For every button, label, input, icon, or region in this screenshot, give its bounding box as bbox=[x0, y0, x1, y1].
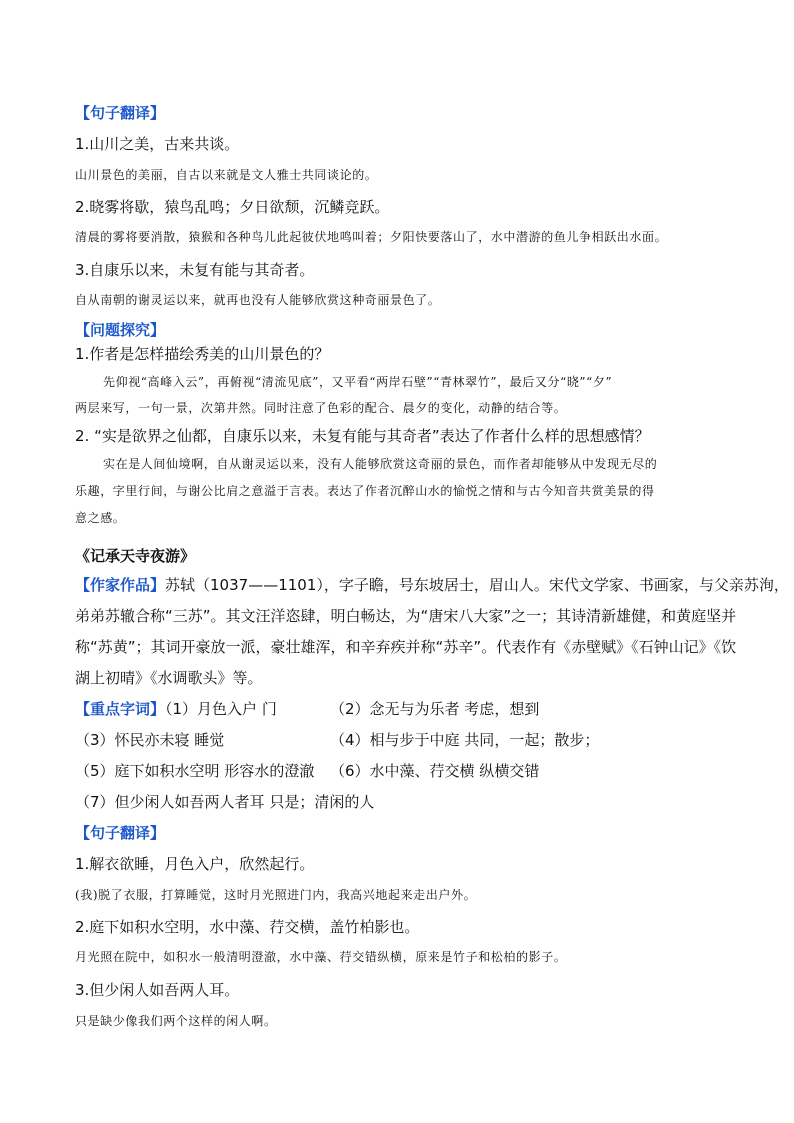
translation: 月光照在院中，如积水一般清明澄澈，水中藻、荇交错纵横，原来是竹子和松柏的影子。 bbox=[75, 950, 567, 964]
vocab-item: （4）相与步于中庭 共同，一起；散步； bbox=[330, 731, 600, 749]
heading-label: 【句子翻译】 bbox=[75, 824, 166, 842]
sentence: 2.庭下如积水空明，水中藻、荇交横，盖竹柏影也。 bbox=[75, 918, 420, 936]
vocab-row bbox=[75, 729, 600, 750]
author-line: 弟弟苏辙合称“三苏”。其文汪洋恣肆，明白畅达，为“唐宋八大家”之一；其诗清新雄健，和黄庭坚并 bbox=[75, 607, 737, 625]
sentence: 1.山川之美，古来共谈。 bbox=[75, 135, 240, 153]
heading-label: 【问题探究】 bbox=[75, 321, 166, 339]
author-intro bbox=[75, 574, 789, 595]
sentence: 3.但少闲人如吾两人耳。 bbox=[75, 981, 240, 999]
vocab-row bbox=[75, 791, 374, 812]
section-heading bbox=[75, 822, 165, 843]
vocab-item: （1）月色入户 门 bbox=[165, 700, 277, 718]
answer-line: 意之感。 bbox=[75, 511, 126, 525]
question: 2. “实是欲界之仙都，自康乐以来，未复有能与其奇者”表达了作者什么样的思想感情？ bbox=[75, 427, 650, 445]
sentence: 1.解衣欲睡，月色入户，欣然起行。 bbox=[75, 855, 315, 873]
heading-label: 【句子翻译】 bbox=[75, 104, 166, 122]
section-heading bbox=[75, 319, 165, 340]
text-title: 《记承天寺夜游》 bbox=[75, 547, 196, 565]
heading-label: 【作家作品】 bbox=[75, 576, 166, 594]
translation: 只是缺少像我们两个这样的闲人啊。 bbox=[75, 1014, 277, 1028]
translation: 山川景色的美丽，自古以来就是文人雅士共同谈论的。 bbox=[75, 168, 378, 182]
vocab-row bbox=[75, 760, 540, 781]
answer-line: 先仰视“高峰入云”，再俯视“清流见底”，又平看“两岸石壁”“青林翠竹”，最后又分“晓”“夕” bbox=[103, 375, 613, 389]
answer-line: 实在是人间仙境啊，自从谢灵运以来，没有人能够欣赏这奇丽的景色，而作者却能够从中发现无尽的 bbox=[103, 457, 658, 471]
author-text: 苏轼（1037——1101），字子瞻，号东坡居士，眉山人。宋代文学家、书画家，与父亲苏洵， bbox=[165, 576, 789, 594]
answer-line: 乐趣，字里行间，与谢公比肩之意溢于言表。表达了作者沉醉山水的愉悦之情和与古今知音共赏美景的得 bbox=[75, 484, 655, 498]
answer-line: 两层来写，一句一景，次第井然。同时注意了色彩的配合、晨夕的变化，动静的结合等。 bbox=[75, 401, 567, 415]
heading-label: 【重点字词】 bbox=[75, 700, 166, 718]
author-line: 称“苏黄”；其词开豪放一派，豪壮雄浑，和辛弃疾并称“苏辛”。代表作有《赤壁赋》《石钟山记》《饮 bbox=[75, 638, 737, 656]
vocab-item: （6）水中藻、荇交横 纵横交错 bbox=[330, 762, 540, 780]
sentence: 2.晓雾将歇，猿鸟乱鸣；夕日欲颓，沉鳞竞跃。 bbox=[75, 198, 390, 216]
vocab-item: （2）念无与为乐者 考虑，想到 bbox=[330, 700, 540, 718]
vocab-row bbox=[75, 698, 540, 719]
sentence: 3.自康乐以来，未复有能与其奇者。 bbox=[75, 261, 315, 279]
translation: (我)脱了衣服，打算睡觉，这时月光照进门内，我高兴地起来走出户外。 bbox=[75, 888, 477, 902]
translation: 自从南朝的谢灵运以来，就再也没有人能够欣赏这种奇丽景色了。 bbox=[75, 293, 441, 307]
vocab-item: （5）庭下如积水空明 形容水的澄澈 bbox=[75, 762, 315, 780]
vocab-item: （7）但少闲人如吾两人者耳 只是；清闲的人 bbox=[75, 793, 375, 811]
question: 1.作者是怎样描绘秀美的山川景色的？ bbox=[75, 345, 330, 363]
translation: 清晨的雾将要消散，猿猴和各种鸟儿此起彼伏地鸣叫着；夕阳快要落山了，水中潜游的鱼儿争相跃出水面。 bbox=[75, 230, 668, 244]
author-line: 湖上初晴》《水调歌头》等。 bbox=[75, 669, 263, 687]
vocab-item: （3）怀民亦未寝 睡觉 bbox=[75, 731, 225, 749]
section-heading bbox=[75, 102, 165, 123]
